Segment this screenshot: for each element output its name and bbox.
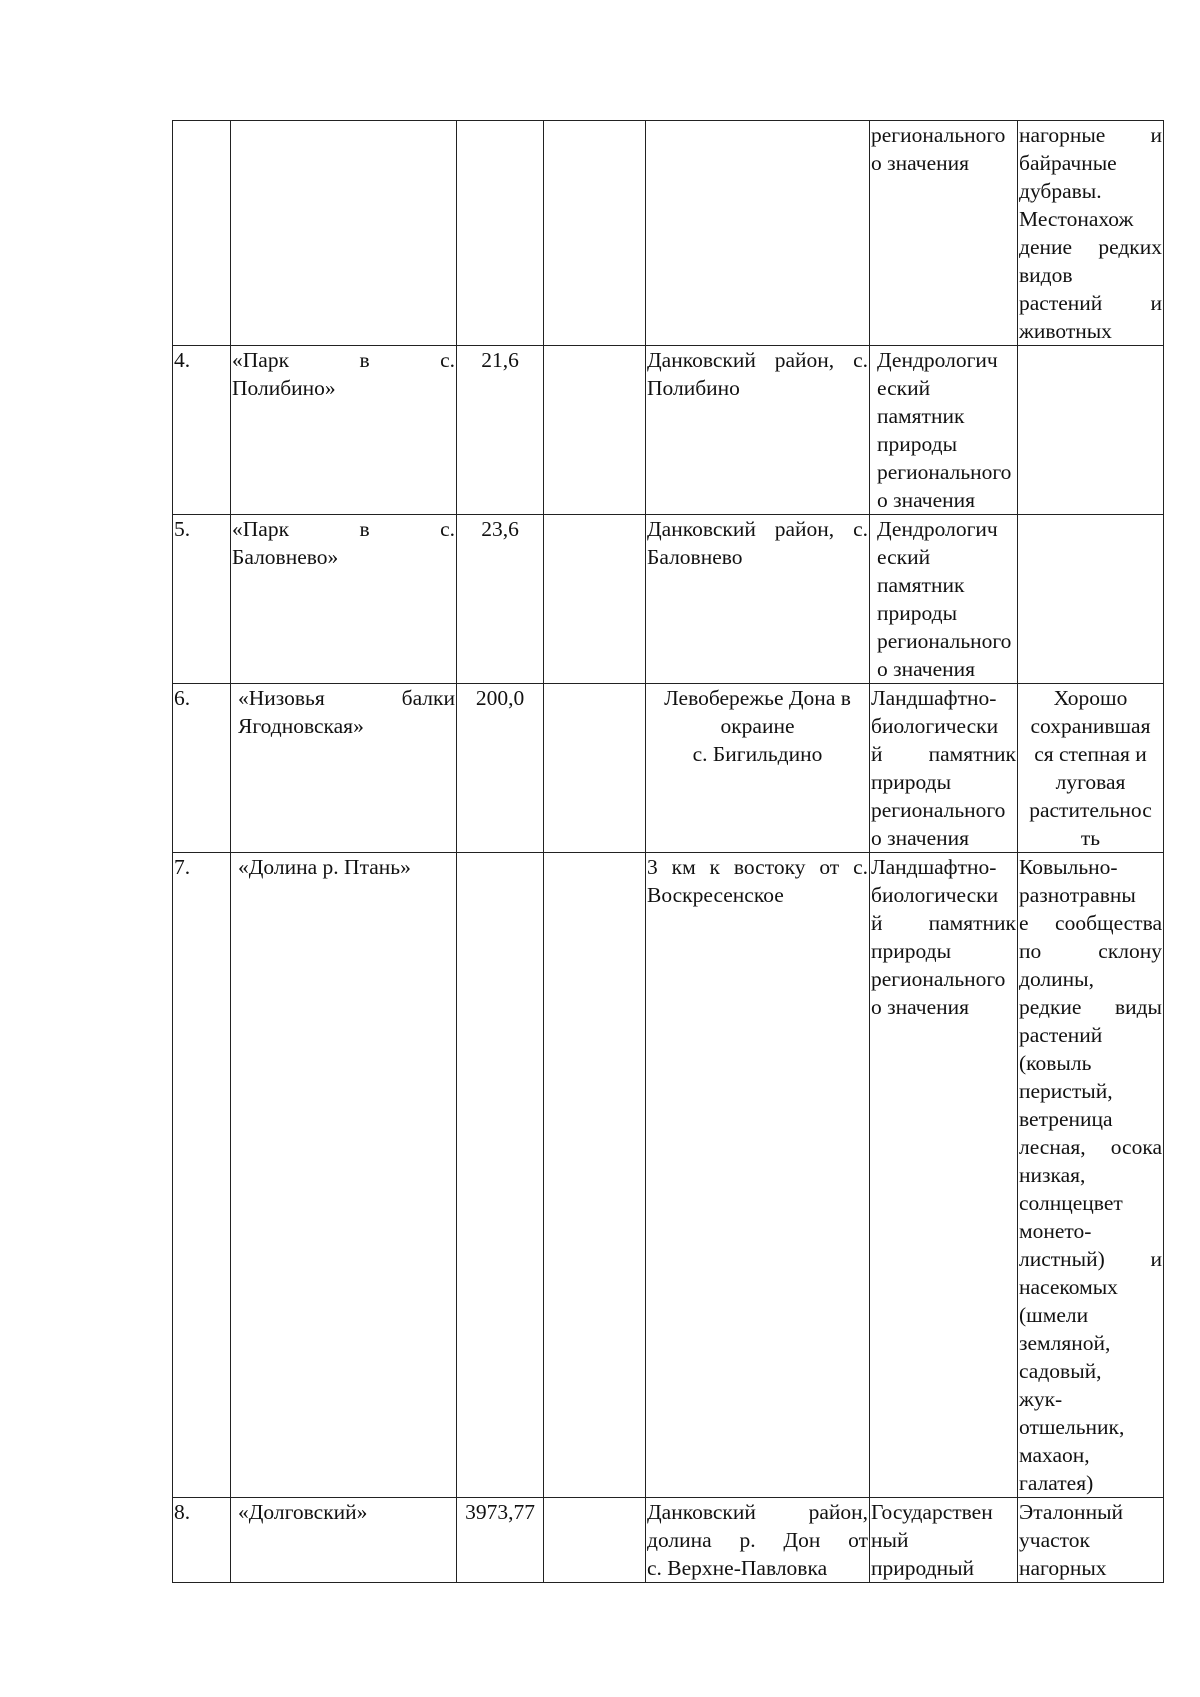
- cell-line: регионального: [871, 798, 1006, 822]
- cell-line: природы: [877, 601, 958, 625]
- cell-line: Ландшафтно-: [871, 855, 997, 879]
- table-row: [173, 684, 1164, 853]
- cell-extra: [544, 684, 646, 853]
- cell-line: памятник: [877, 404, 965, 428]
- cell-line: байрачные: [1019, 151, 1117, 175]
- cell-location: [646, 684, 870, 853]
- cell-line: жук-: [1019, 1387, 1063, 1411]
- cell-line: Баловнево: [647, 545, 743, 569]
- cell-line: регионального: [871, 967, 1006, 991]
- table-row: [173, 1498, 1164, 1583]
- cell-line: нагорных: [1019, 1556, 1107, 1580]
- cell-line: солнцецвет: [1019, 1191, 1123, 1215]
- cell-location: [646, 346, 870, 515]
- cell-line: регионального: [877, 629, 1012, 653]
- cell-line: Местонахож: [1019, 207, 1134, 231]
- cell-line: ный: [871, 1528, 909, 1552]
- cell-location: [646, 515, 870, 684]
- cell-category: [870, 515, 1018, 684]
- cell-area: 21,6: [457, 346, 544, 515]
- cell-line: лесная, осока: [1019, 1135, 1162, 1159]
- table-row: [173, 515, 1164, 684]
- cell-line: Ягодновская»: [238, 714, 364, 738]
- cell-line: растительнос: [1029, 798, 1152, 822]
- cell-line: ть: [1080, 826, 1101, 850]
- cell-location: [646, 1498, 870, 1583]
- cell-line: махаон,: [1019, 1443, 1090, 1467]
- cell-line: природы: [871, 770, 952, 794]
- cell-line: о значения: [871, 826, 970, 850]
- cell-line: долины,: [1019, 967, 1094, 991]
- cell-name: [231, 1498, 457, 1583]
- cell-line: долина р. Дон от: [647, 1528, 868, 1552]
- cell-line: «Низовья балки: [238, 686, 455, 710]
- cell-line: биологически: [871, 883, 999, 907]
- cell-line: садовый,: [1019, 1359, 1102, 1383]
- cell-location: [646, 853, 870, 1498]
- table-row: [173, 853, 1164, 1498]
- cell-line: низкая,: [1019, 1163, 1086, 1187]
- cell-extra: [544, 515, 646, 684]
- cell-line: Дендрологич: [877, 348, 998, 372]
- cell-description: [1018, 346, 1164, 515]
- cell-extra: [544, 346, 646, 515]
- cell-description: [1018, 684, 1164, 853]
- cell-line: Данковский район, с.: [647, 348, 868, 372]
- cell-line: регионального: [871, 123, 1006, 147]
- cell-line: природы: [877, 432, 958, 456]
- cell-line: Баловнево»: [232, 545, 339, 569]
- cell-line: о значения: [877, 488, 976, 512]
- cell-line: Воскресенское: [647, 883, 784, 907]
- cell-line: Дендрологич: [877, 517, 998, 541]
- cell-extra: [544, 853, 646, 1498]
- cell-line: земляной,: [1019, 1331, 1111, 1355]
- cell-line: животных: [1019, 319, 1112, 343]
- cell-line: «Парк в с.: [232, 517, 455, 541]
- table-row: [173, 121, 1164, 346]
- cell-category: [870, 1498, 1018, 1583]
- cell-line: памятник: [877, 573, 965, 597]
- cell-line: луговая: [1055, 770, 1126, 794]
- cell-category: [870, 684, 1018, 853]
- cell-line: й памятник: [871, 742, 1016, 766]
- cell-line: Данковский район,: [647, 1500, 868, 1524]
- cell-line: о значения: [877, 657, 976, 681]
- cell-area: [457, 853, 544, 1498]
- cell-line: с. Бигильдино: [692, 742, 823, 766]
- cell-line: с. Верхне-Павловка: [647, 1556, 828, 1580]
- cell-area: 3973,77: [457, 1498, 544, 1583]
- cell-line: Ковыльно-: [1019, 855, 1118, 879]
- cell-line: участок: [1019, 1528, 1090, 1552]
- cell-category: [870, 346, 1018, 515]
- cell-line: видов: [1019, 263, 1073, 287]
- cell-line: сохранившая: [1030, 714, 1151, 738]
- cell-number: [173, 121, 231, 346]
- cell-line: ветреница: [1019, 1107, 1113, 1131]
- cell-location: [646, 121, 870, 346]
- cell-line: растений: [1019, 1023, 1103, 1047]
- cell-line: редкие виды: [1019, 995, 1162, 1019]
- cell-line: (шмели: [1019, 1303, 1089, 1327]
- cell-line: Ландшафтно-: [871, 686, 997, 710]
- cell-number: 5.: [173, 515, 231, 684]
- cell-area: 23,6: [457, 515, 544, 684]
- table-row: [173, 346, 1164, 515]
- cell-line: й памятник: [871, 911, 1016, 935]
- cell-line: перистый,: [1019, 1079, 1113, 1103]
- cell-name: [231, 853, 457, 1498]
- cell-description: [1018, 515, 1164, 684]
- cell-name: [231, 684, 457, 853]
- cell-line: насекомых: [1019, 1275, 1118, 1299]
- cell-line: Хорошо: [1053, 686, 1128, 710]
- cell-description: [1018, 853, 1164, 1498]
- cell-line: окраине: [720, 714, 795, 738]
- cell-line: «Долина р. Птань»: [238, 855, 411, 879]
- cell-line: Государствен: [871, 1500, 993, 1524]
- cell-line: растений и: [1019, 291, 1162, 315]
- cell-line: Левобережье Дона в: [664, 686, 851, 710]
- cell-name: [231, 346, 457, 515]
- cell-category: [870, 853, 1018, 1498]
- cell-category: [870, 121, 1018, 346]
- cell-line: Полибино»: [232, 376, 336, 400]
- cell-line: Полибино: [647, 376, 740, 400]
- cell-line: Данковский район, с.: [647, 517, 868, 541]
- cell-line: о значения: [871, 151, 970, 175]
- cell-line: о значения: [871, 995, 970, 1019]
- cell-number: 8.: [173, 1498, 231, 1583]
- cell-line: дубравы.: [1019, 179, 1102, 203]
- cell-line: Эталонный: [1019, 1500, 1124, 1524]
- cell-description: [1018, 121, 1164, 346]
- cell-description: [1018, 1498, 1164, 1583]
- cell-line: монето-: [1019, 1219, 1092, 1243]
- cell-line: «Парк в с.: [232, 348, 455, 372]
- cell-name: [231, 515, 457, 684]
- cell-extra: [544, 1498, 646, 1583]
- cell-name: [231, 121, 457, 346]
- cell-number: 6.: [173, 684, 231, 853]
- cell-line: дение редких: [1019, 235, 1162, 259]
- cell-extra: [544, 121, 646, 346]
- cell-line: еский: [877, 376, 931, 400]
- cell-area: [457, 121, 544, 346]
- cell-number: 4.: [173, 346, 231, 515]
- cell-line: по склону: [1019, 939, 1162, 963]
- cell-number: 7.: [173, 853, 231, 1498]
- cell-line: регионального: [877, 460, 1012, 484]
- cell-line: ся степная и: [1034, 742, 1147, 766]
- cell-line: отшельник,: [1019, 1415, 1125, 1439]
- cell-line: природный: [871, 1556, 975, 1580]
- cell-line: природы: [871, 939, 952, 963]
- cell-line: биологически: [871, 714, 999, 738]
- cell-line: «Долговский»: [238, 1500, 368, 1524]
- cell-line: (ковыль: [1019, 1051, 1092, 1075]
- cell-line: е сообщества: [1019, 911, 1162, 935]
- cell-area: 200,0: [457, 684, 544, 853]
- cell-line: еский: [877, 545, 931, 569]
- cell-line: разнотравны: [1019, 883, 1136, 907]
- protected-areas-table: [172, 120, 1164, 1583]
- cell-line: 3 км к востоку от с.: [647, 855, 868, 879]
- cell-line: галатея): [1019, 1471, 1094, 1495]
- cell-line: листный) и: [1019, 1247, 1162, 1271]
- cell-line: нагорные и: [1019, 123, 1162, 147]
